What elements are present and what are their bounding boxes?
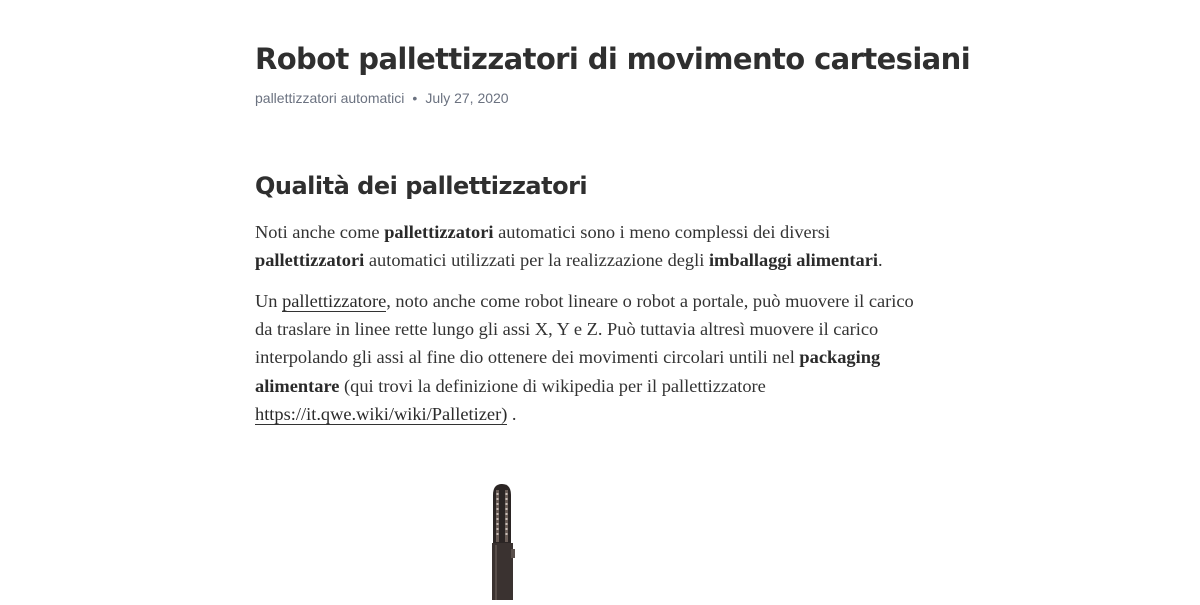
text-segment: . <box>878 250 883 271</box>
bold-term: pallettizzatori <box>384 222 494 242</box>
text-segment: (qui trovi la definizione di wikipedia per il pallettizzatore <box>339 375 766 396</box>
paragraph-intro <box>255 218 925 274</box>
paragraph-description <box>255 287 925 428</box>
meta-separator: • <box>412 90 418 106</box>
pallettizzatore-link[interactable]: pallettizzatore <box>282 291 387 311</box>
wikipedia-link[interactable]: https://it.qwe.wiki/wiki/Palletizer) <box>255 403 508 424</box>
bold-term: packaging alimentare <box>255 347 881 396</box>
bold-term: imballaggi alimentari <box>708 250 879 271</box>
text-segment: . <box>507 403 517 424</box>
text-segment: automatici sono i meno complessi dei diversi <box>493 222 831 242</box>
post-meta <box>255 88 509 108</box>
text-segment: Un <box>255 291 283 311</box>
section-heading: Qualità dei pallettizzatori <box>255 172 588 200</box>
text-segment: automatici utilizzati per la realizzazione degli <box>364 250 709 271</box>
robot-arm-icon <box>488 483 518 600</box>
post-date: July 27, 2020 <box>425 90 509 106</box>
bold-term: pallettizzatori <box>255 250 365 271</box>
robot-arm-image <box>488 483 518 600</box>
post-title: Robot pallettizzatori di movimento cartesiani <box>255 42 971 76</box>
text-segment: , noto anche come robot lineare o robot a portale, può muovere il carico da traslare in linee rette lungo gli assi X, Y e Z. Può tuttavia altresì muovere il carico interpolando gli assi al fine dio ottenere dei movimenti circolari untili nel <box>255 291 914 368</box>
category-link[interactable]: pallettizzatori automatici <box>255 90 405 106</box>
text-segment: Noti anche come <box>255 222 385 242</box>
